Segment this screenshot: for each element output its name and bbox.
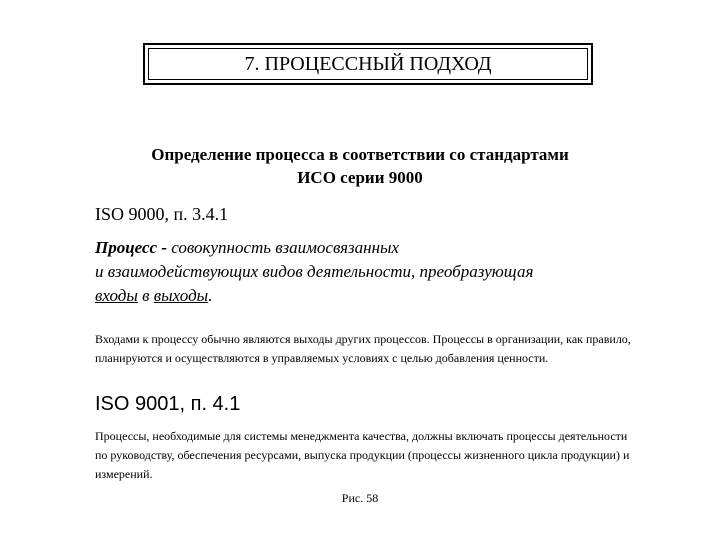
heading-line-1: Определение процесса в соответствии со стандартами bbox=[151, 145, 569, 164]
definition-text-1: совокупность взаимосвязанных bbox=[171, 238, 400, 257]
iso9000-reference: ISO 9000, п. 3.4.1 bbox=[95, 204, 229, 224]
title-frame bbox=[143, 43, 593, 85]
paragraph-inputs-outputs: Входами к процессу обычно являются выходы других процессов. Процессы в организации, как правило, планируются и осуществляются в управляемых условиях с целью добавления ценности. bbox=[95, 332, 631, 365]
page-title: 7. ПРОЦЕССНЫЙ ПОДХОД bbox=[148, 48, 588, 80]
definition-inputs: входы bbox=[95, 286, 138, 305]
section-heading bbox=[95, 143, 625, 189]
definition-conj: в bbox=[142, 286, 150, 305]
heading-line-2: ИСО серии 9000 bbox=[297, 168, 423, 187]
paragraph-qms-processes: Процессы, необходимые для системы менеджмента качества, должны включать процессы деятельности по руководству, обеспечения ресурсами, выпуска продукции (процессы жизненного цикла продукции) и измерений. bbox=[95, 429, 630, 481]
definition-text-2: и взаимодействующих видов деятельности, преобразующая bbox=[95, 262, 534, 281]
definition-outputs: выходы bbox=[153, 286, 209, 305]
iso9001-reference: ISO 9001, п. 4.1 bbox=[95, 393, 241, 415]
process-definition bbox=[95, 236, 635, 308]
definition-end: . bbox=[208, 286, 213, 305]
definition-term: Процесс - bbox=[95, 238, 168, 257]
figure-caption: Рис. 58 bbox=[341, 491, 379, 505]
